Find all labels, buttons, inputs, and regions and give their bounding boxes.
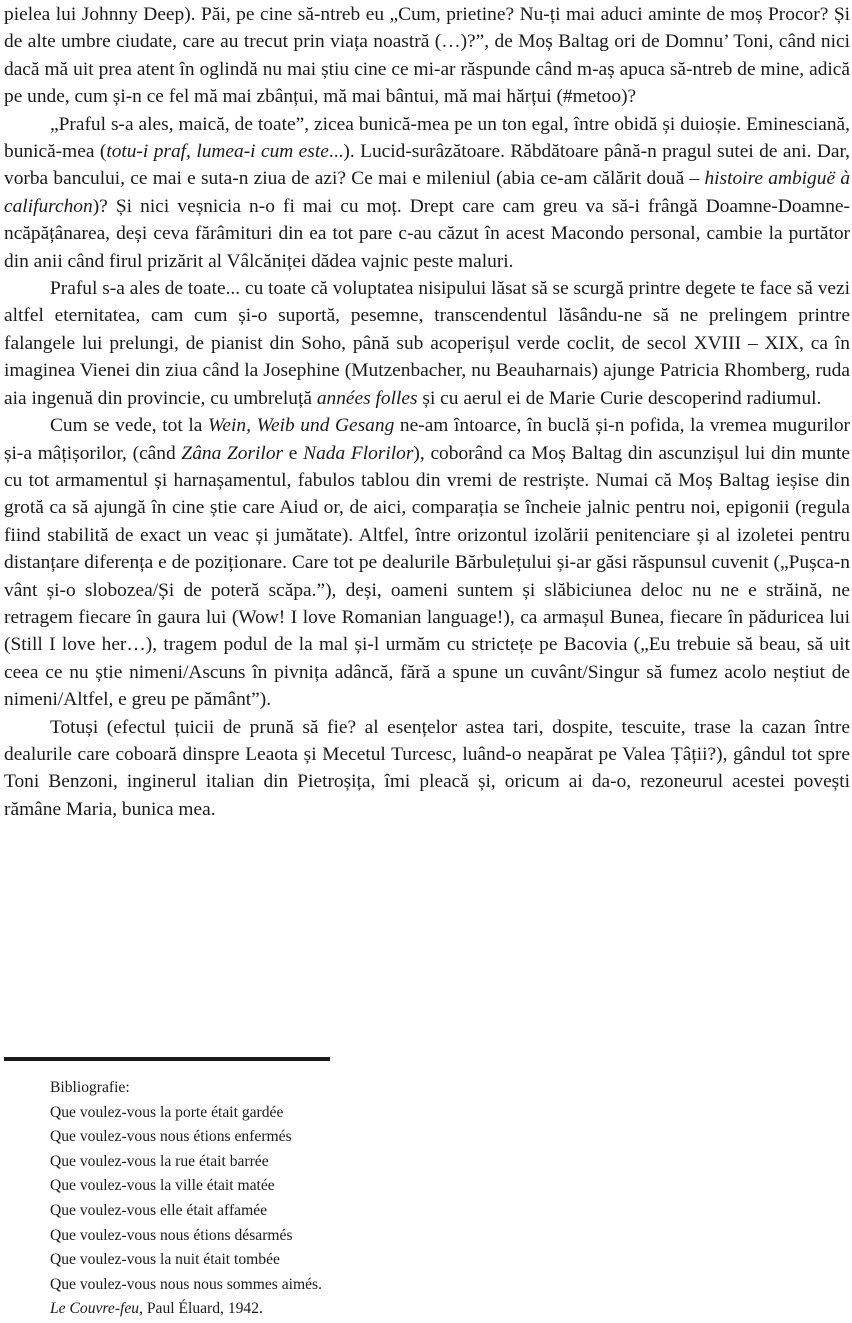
paragraph bbox=[4, 275, 850, 412]
text-run: pielea lui Johnny Deep). Păi, pe cine să-ntreb eu „Cum, prietine? Nu-ți mai aduci aminte de moș Procor? Și de alte umbre ciudate, care au trecut prin viața noastră (…)?”, de Moș Baltag ori de Domnu’ Toni, când nici dacă mă uit prea atent în oglindă nu mai știu cine ce mi-ar răspunde când m-aș apuca să-ntreb de mine, adică pe unde, cum și-n ce fel mă mai zbânțui, mă mai bântui, mă mai hărțui (#metoo)? bbox=[4, 4, 850, 108]
text-run: ne-am întoarce, în buclă și-n pofida, la vremea mugurilor și-a mâțișorilor, (când bbox=[4, 415, 850, 464]
paragraph bbox=[4, 1, 850, 111]
text-run: Totuși (efectul țuicii de prună să fie? al esențelor astea tari, dospite, tescuite, trase la cazan între dealurile care coboară dinspre Leaota și Mecetul Turcesc, luând-o neapărat pe Valea Țâții?), gândul tot spre Toni Benzoni, inginerul italian din Pietroșița, îmi pleacă și, oricum ai da-o, rezoneurul acestei povești rămâne Maria, bunica mea. bbox=[4, 716, 850, 820]
italic-text: années folles bbox=[316, 387, 418, 409]
bibliography-heading: Bibliografie: bbox=[50, 1079, 130, 1096]
poem-line: Que voulez-vous la nuit était tombée bbox=[50, 1251, 280, 1269]
paragraph bbox=[4, 111, 850, 275]
text-run: și cu aerul ei de Marie Curie descoperind radiumul. bbox=[417, 387, 822, 409]
italic-text: Nada Florilor bbox=[303, 442, 414, 464]
poem-line: Que voulez-vous la rue était barrée bbox=[50, 1152, 269, 1170]
bibliography-source bbox=[50, 1297, 550, 1322]
italic-text: histoire ambiguë à califurchon bbox=[4, 168, 851, 217]
text-run: „Praful s-a ales, maică, de toate”, zicea bunică-mea pe un ton egal, între obidă și duioșie. Eminesciană, bunică-mea ( bbox=[4, 113, 850, 163]
text-run: Praful s-a ales de toate... cu toate că voluptatea nisipului lăsat să se scurgă printre degete te face să vezi altfel eternitatea, cam cum și-o suportă, pesemne, transcendentul lăsându-ne să ne prelingem printre falangele lui prelungi, de pianist din Soho, până sub acoperișul verde coclit, de secol XVIII – XIX, ca în imaginea Vienei din ziua când la Josephine (Mutzenbacher, nu Beauharnais) ajunge Patricia Rhomberg, ruda aia ingenuă din provincie, cu umbreluță bbox=[4, 278, 850, 409]
poem-line: Que voulez-vous elle était affamée bbox=[50, 1201, 268, 1219]
text-run: Cum se vede, tot la bbox=[50, 415, 209, 437]
text-run: ...). Lucid-surâzătoare. Răbdătoare până-n pragul sutei de ani. Dar, vorba bancului, ce mai e suta-n ziua de azi? Ce mai e mileniul (abia ce-am călărit două – bbox=[4, 141, 850, 190]
italic-text: Zâna Zorilor bbox=[181, 442, 284, 464]
text-run: ), coborând ca Moș Baltag din ascunzișul lui din munte cu tot armamentul și harnașamentul, fabulos tablou din vremi de restriște. Numai că Moș Baltag ieșise din grotă ca să ajungă în cine știe care Aiud or, de aici, comparația se încheie jalnic pentru noi, epigonii (regula fiind stabilită de exact un veac și jumătate). Altfel, între orizontul izolării penitenciare și al izoletei pentru distanțare diferența e de poziționare. Care tot pe dealurile Bărbulețului și-ar găsi răspunsul cuvenit („Pușca-n vânt și-o slobozea/Și de poteră scăpa.”), deși, oameni suntem și slăbiciunea deloc nu ne e străină, ne retragem fiecare în gaura lui (Wow! I love Romanian language!), ca armașul Bunea, fiecare în păduricea lui (Still I love her…), tragem podul de la mal și-l urmăm cu strictețe pe Bacovia („Eu trebuie să beau, să uit ceea ce nu știe nimeni/Ascuns în pivnița adâncă, fără a spune un cuvânt/Singur să fumez acolo neștiut de nimeni/Altfel, e greu pe pământ”). bbox=[4, 442, 851, 711]
poem-line: Que voulez-vous la porte était gardée bbox=[50, 1103, 284, 1121]
source-details: , Paul Éluard, 1942. bbox=[139, 1300, 263, 1318]
poem-line: Que voulez-vous nous étions enfermés bbox=[50, 1128, 292, 1146]
source-title: Le Couvre-feu bbox=[50, 1300, 140, 1318]
paragraph bbox=[4, 714, 850, 824]
text-run: e bbox=[283, 442, 304, 464]
poem-line: Que voulez-vous nous étions désarmés bbox=[50, 1226, 293, 1244]
italic-text: Wein, Weib und Gesang bbox=[208, 415, 395, 437]
footnote-separator bbox=[4, 1057, 330, 1061]
paragraph bbox=[4, 412, 850, 713]
bibliography-section bbox=[50, 1076, 550, 1322]
text-run: )? Și nici veșnicia n-o fi mai cu moț. Drept care cam greu va să-i frângă Doamne-Doamne-ncăpățânarea, deși ceva fărâmituri din ea tot pare c-au căzut în acest Macondo personal, cambie la purtător din anii când firul prizărit al Vâlcăniței dădea vajnic peste maluri. bbox=[4, 195, 850, 272]
main-text bbox=[4, 1, 850, 823]
poem-line: Que voulez-vous nous nous sommes aimés. bbox=[50, 1275, 322, 1293]
poem-line: Que voulez-vous la ville était matée bbox=[50, 1177, 275, 1195]
italic-text: totu-i praf, lumea-i cum este bbox=[106, 141, 329, 163]
